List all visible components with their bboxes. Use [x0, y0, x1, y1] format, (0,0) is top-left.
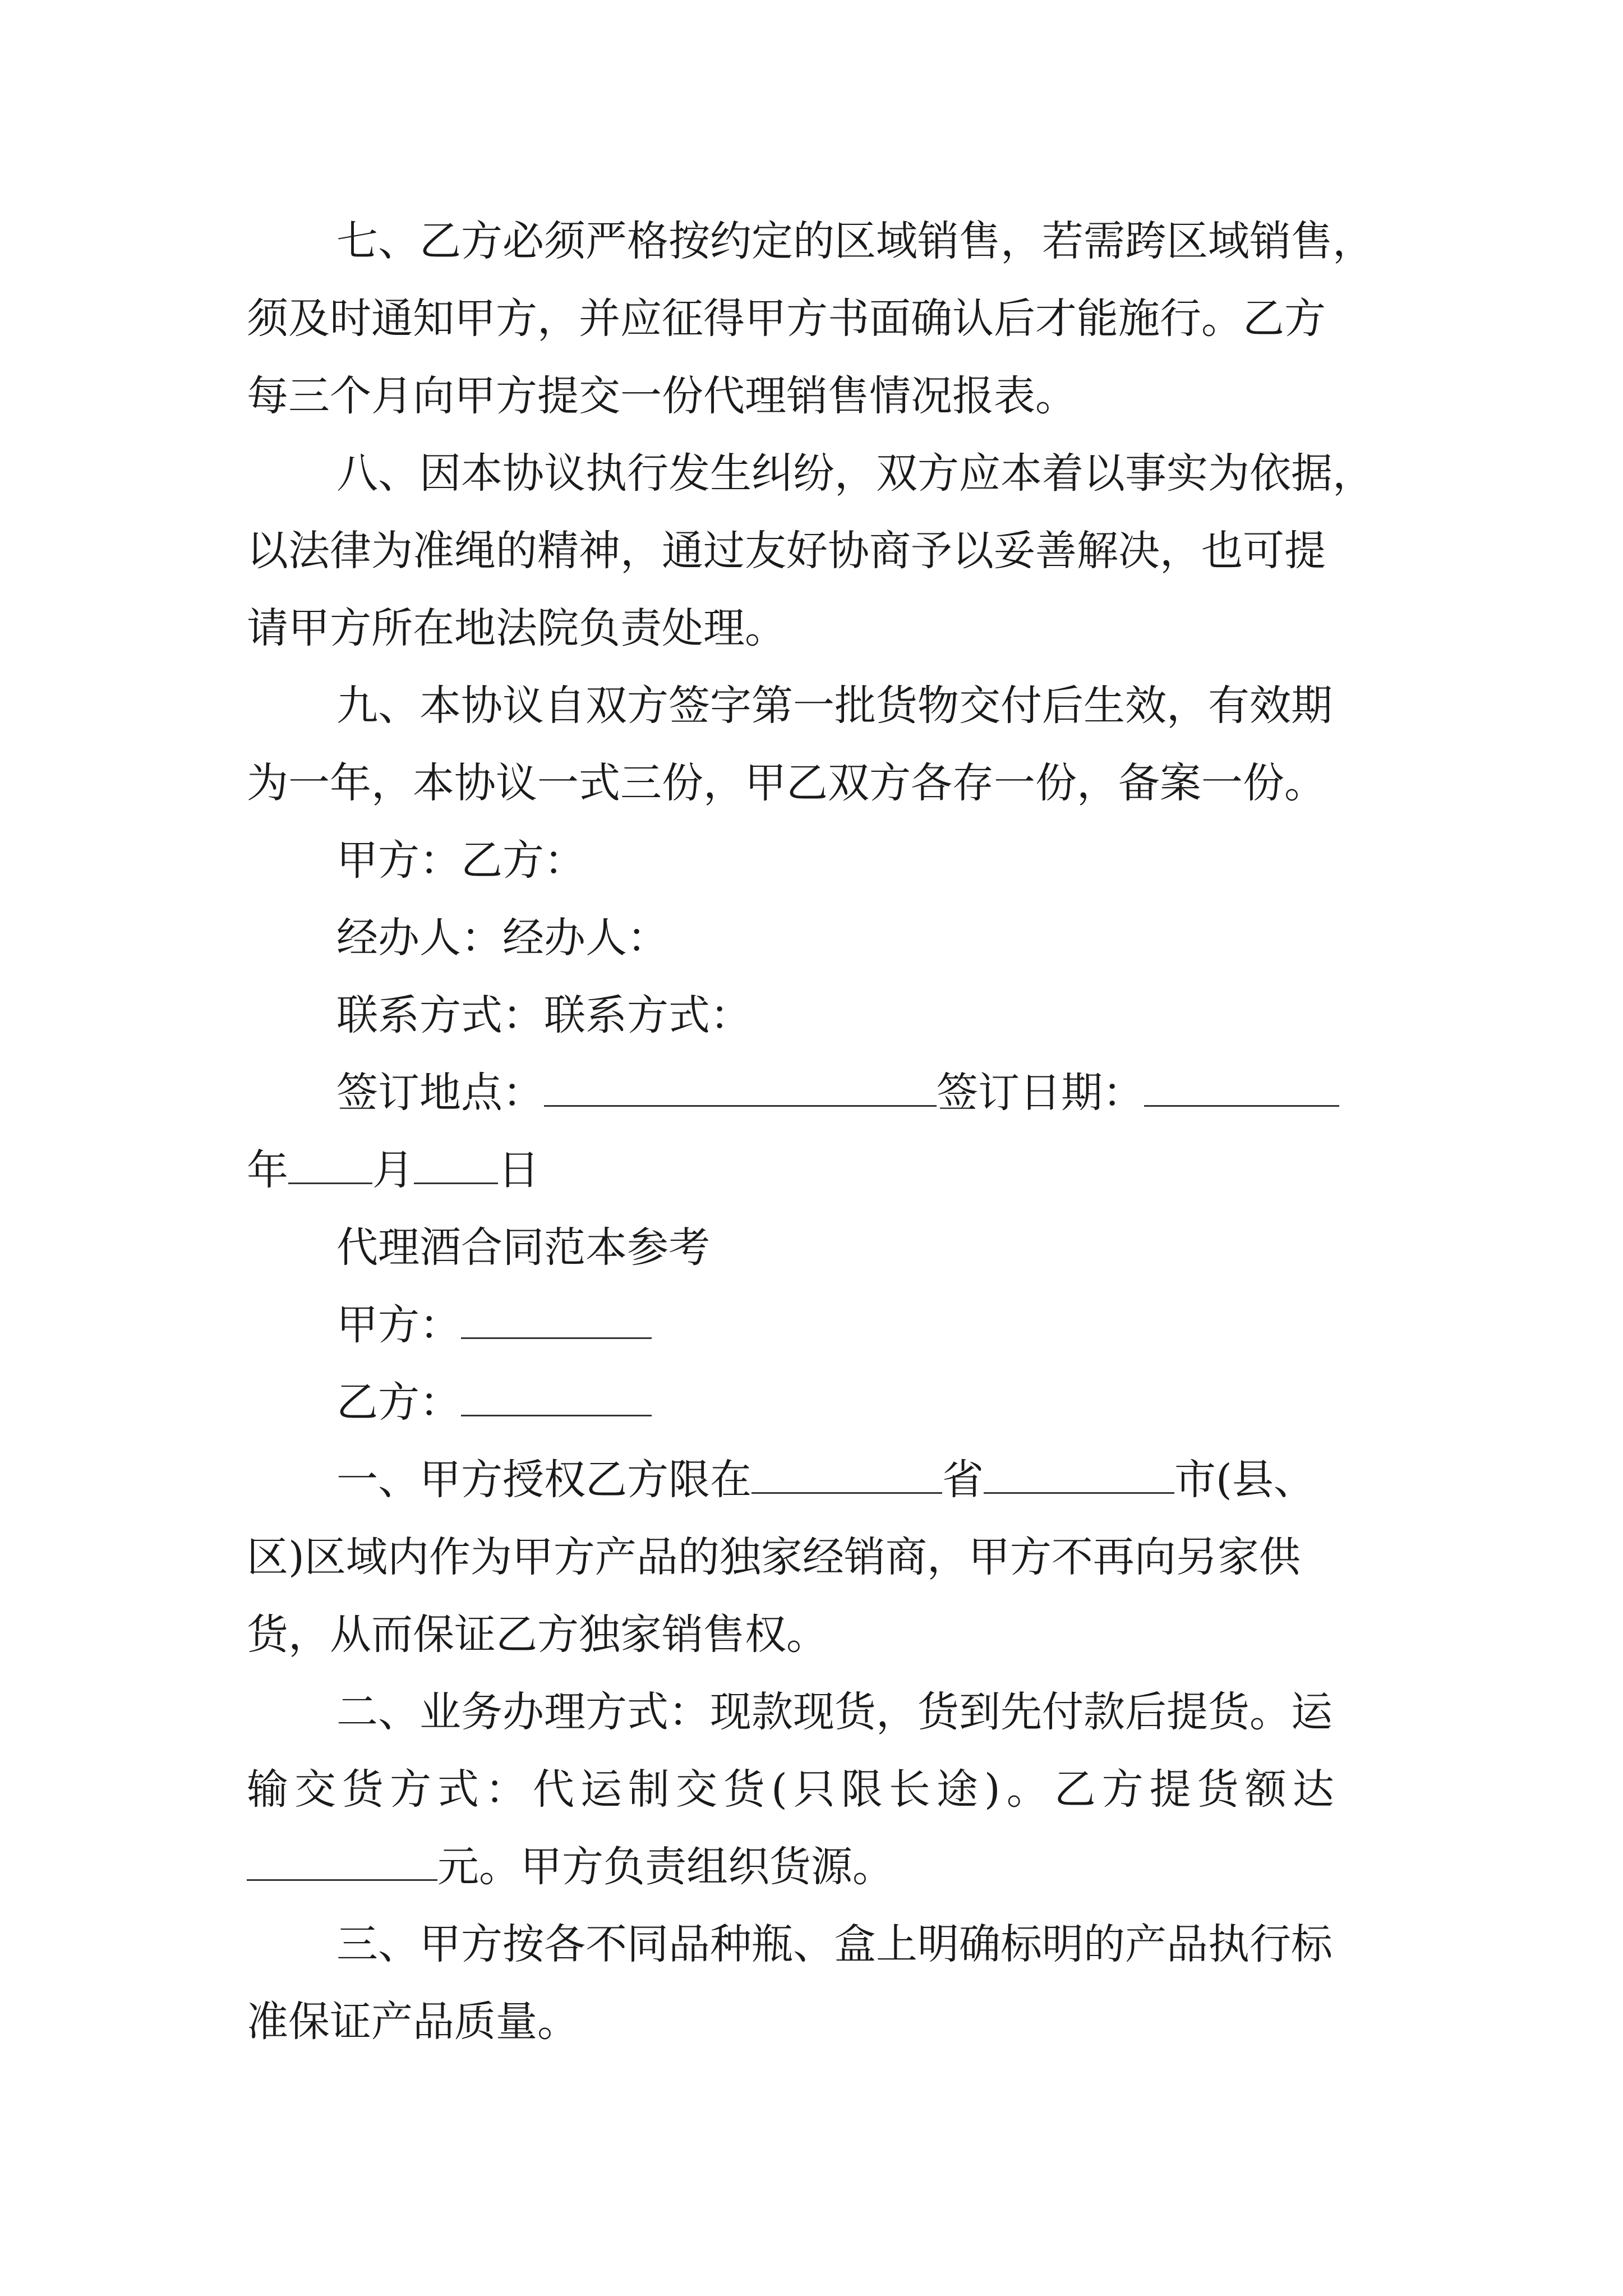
agent-signature-line: 经办人：经办人： [336, 914, 668, 962]
clause-9-line-1: 九、本协议自双方签字第一批货物交付后生效，有效期 [336, 682, 1332, 730]
party-b-line [336, 1374, 1385, 1430]
clause-2-line-2: 输交货方式：代运制交货(只限长途)。乙方提货额达 [247, 1765, 1340, 1814]
party-b-label: 乙方： [336, 1378, 461, 1427]
party-a-blank[interactable] [461, 1304, 652, 1339]
day-label: 日 [498, 1146, 540, 1194]
clause-3-line-2: 准保证产品质量。 [247, 1998, 579, 2046]
signing-place-blank[interactable] [544, 1071, 937, 1107]
clause-2-line-1: 二、业务办理方式：现款现货，货到先付款后提货。运 [336, 1688, 1332, 1736]
signing-date-line [247, 1142, 1385, 1198]
province-label: 省 [942, 1456, 984, 1504]
clause-1-line-1 [336, 1452, 1385, 1508]
clause-7-line-3: 每三个月向甲方提交一份代理销售情况报表。 [247, 372, 1077, 420]
city-label: 市(县、 [1174, 1456, 1315, 1504]
party-a-line [336, 1297, 1385, 1353]
month-label: 月 [372, 1146, 414, 1194]
clause-8-line-3: 请甲方所在地法院负责处理。 [247, 604, 786, 652]
province-blank[interactable] [751, 1458, 942, 1494]
second-contract-title: 代理酒合同范本参考 [336, 1223, 710, 1272]
clause-7-line-1: 七、乙方必须严格按约定的区域销售，若需跨区域销售， [336, 217, 1374, 265]
clause-8-line-1: 八、因本协议执行发生纠纷，双方应本着以事实为依据， [336, 449, 1374, 498]
signing-date-blank[interactable] [1144, 1071, 1339, 1107]
signing-place-label: 签订地点： [336, 1069, 544, 1117]
month-blank[interactable] [288, 1149, 372, 1184]
party-signature-line: 甲方：乙方： [336, 836, 585, 885]
clause-7-line-2: 须及时通知甲方，并应征得甲方书面确认后才能施行。乙方 [247, 295, 1326, 343]
clause-1-line-2: 区)区域内作为甲方产品的独家经销商，甲方不再向另家供 [247, 1533, 1301, 1581]
signing-place-date-line [336, 1065, 1385, 1121]
amount-blank[interactable] [247, 1846, 437, 1881]
clause-2-line-3 [247, 1839, 1385, 1895]
clause-1-prefix: 一、甲方授权乙方限在 [336, 1456, 751, 1504]
clause-9-line-2: 为一年，本协议一式三份，甲乙双方各存一份，备案一份。 [247, 759, 1326, 807]
clause-1-line-3: 货，从而保证乙方独家销售权。 [247, 1611, 828, 1659]
contact-line: 联系方式：联系方式： [336, 991, 751, 1039]
city-blank[interactable] [984, 1458, 1174, 1494]
clause-2-line-3-text: 元。甲方负责组织货源。 [437, 1843, 894, 1891]
party-b-blank[interactable] [461, 1381, 652, 1416]
party-a-label: 甲方： [336, 1301, 461, 1349]
clause-3-line-1: 三、甲方按各不同品种瓶、盒上明确标明的产品执行标 [336, 1920, 1332, 1968]
year-label: 年 [247, 1146, 288, 1194]
signing-date-label: 签订日期： [937, 1069, 1144, 1117]
clause-8-line-2: 以法律为准绳的精神，通过友好协商予以妥善解决，也可提 [247, 527, 1326, 575]
day-blank[interactable] [414, 1149, 498, 1184]
